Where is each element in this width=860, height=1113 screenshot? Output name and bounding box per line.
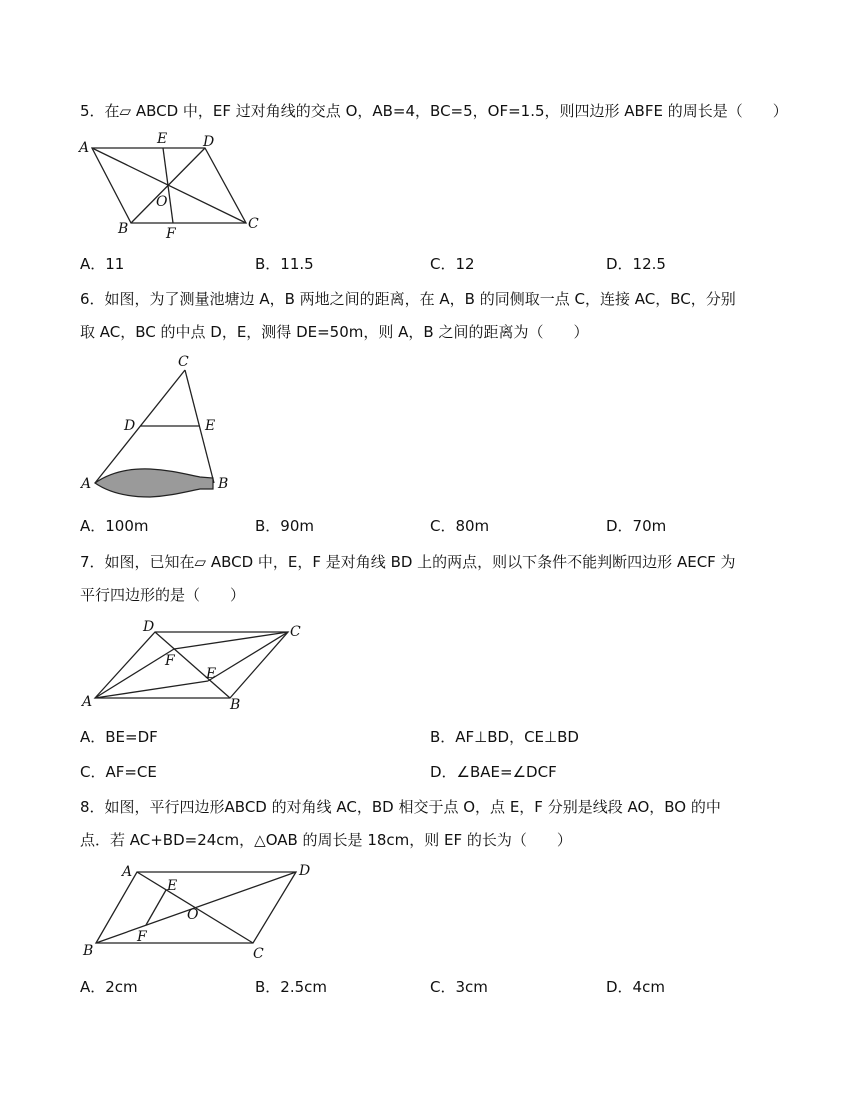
q6-option-d[interactable]: D．70m	[606, 517, 667, 535]
q8-label-c: C	[253, 946, 264, 962]
q7-label-f: F	[165, 653, 175, 669]
q5-option-a[interactable]: A．11	[80, 255, 125, 273]
question-5-text: 5．在▱ ABCD 中，EF 过对角线的交点 O，AB=4，BC=5，OF=1.5，则四边形 ABFE 的周长是（ ）	[80, 102, 788, 120]
q5-option-b[interactable]: B．11.5	[255, 255, 314, 273]
q5-label-c: C	[248, 216, 259, 232]
q7-label-a: A	[82, 694, 93, 710]
question-8-text-line-1: 8．如图，平行四边形ABCD 的对角线 AC，BD 相交于点 O，点 E，F 分别是线段 AO，BO 的中	[80, 798, 721, 816]
q7-label-d: D	[143, 619, 155, 635]
q5-option-d[interactable]: D．12.5	[606, 255, 666, 273]
q8-option-b[interactable]: B．2.5cm	[255, 978, 328, 996]
q7-label-b: B	[230, 697, 241, 713]
q6-label-a: A	[81, 476, 92, 492]
question-6-text-line-2: 取 AC，BC 的中点 D，E，测得 DE=50m，则 A，B 之间的距离为（ ）	[80, 323, 589, 341]
question-7-text-line-1: 7．如图，已知在▱ ABCD 中，E，F 是对角线 BD 上的两点，则以下条件不能判断四边形 AECF 为	[80, 553, 736, 571]
q5-label-f: F	[166, 226, 176, 242]
q8-label-a: A	[122, 864, 133, 880]
q7-option-c[interactable]: C．AF=CE	[80, 763, 157, 781]
question-7-text-line-2: 平行四边形的是（ ）	[80, 586, 246, 604]
q6-label-c: C	[178, 354, 189, 370]
q5-option-c[interactable]: C．12	[430, 255, 475, 273]
q7-option-d[interactable]: D．∠BAE=∠DCF	[430, 763, 557, 781]
q8-label-o: O	[187, 907, 199, 923]
q8-label-e: E	[167, 878, 178, 894]
q7-option-a[interactable]: A．BE=DF	[80, 728, 158, 746]
q6-option-c[interactable]: C．80m	[430, 517, 490, 535]
q7-label-c: C	[290, 624, 301, 640]
q8-option-d[interactable]: D．4cm	[606, 978, 665, 996]
q5-label-a: A	[79, 140, 90, 156]
q5-label-d: D	[203, 134, 215, 150]
q8-label-b: B	[83, 943, 94, 959]
question-6-text-line-1: 6．如图，为了测量池塘边 A，B 两地之间的距离，在 A，B 的同侧取一点 C，连接 AC，BC，分别	[80, 290, 736, 308]
q6-label-e: E	[205, 418, 216, 434]
q5-label-b: B	[118, 221, 129, 237]
q6-option-a[interactable]: A．100m	[80, 517, 149, 535]
q7-option-b[interactable]: B．AF⊥BD，CE⊥BD	[430, 728, 579, 746]
q7-label-e: E	[206, 666, 217, 682]
q6-label-b: B	[218, 476, 229, 492]
q6-label-d: D	[124, 418, 136, 434]
q8-option-a[interactable]: A．2cm	[80, 978, 138, 996]
q8-label-d: D	[299, 863, 311, 879]
q5-label-e: E	[157, 131, 168, 147]
q5-label-o: O	[156, 194, 168, 210]
q6-option-b[interactable]: B．90m	[255, 517, 314, 535]
q8-option-c[interactable]: C．3cm	[430, 978, 488, 996]
question-8-text-line-2: 点．若 AC+BD=24cm，△OAB 的周长是 18cm，则 EF 的长为（ ）	[80, 831, 572, 849]
q8-label-f: F	[137, 929, 147, 945]
